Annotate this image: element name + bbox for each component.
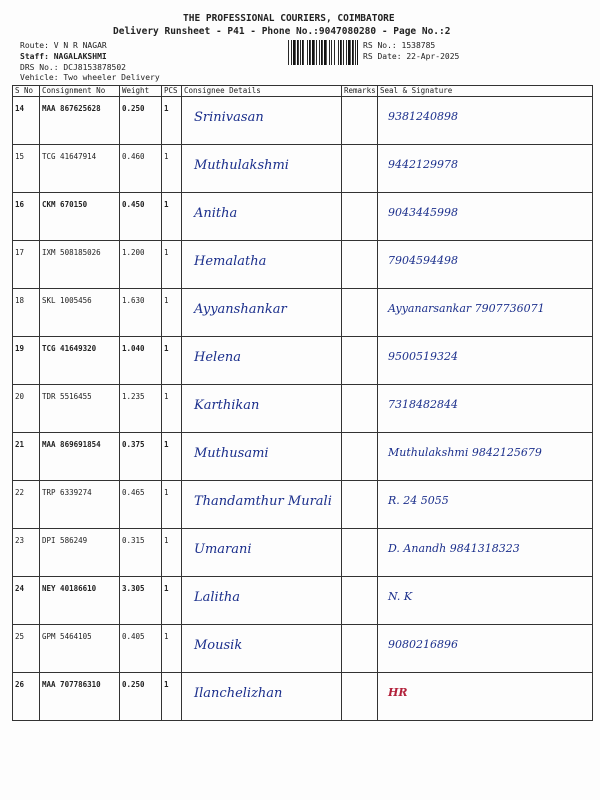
cell-cons: MAA 869691854 xyxy=(40,433,120,481)
table-row xyxy=(13,433,593,481)
cell-remarks xyxy=(342,97,378,145)
cell-remarks xyxy=(342,337,378,385)
cell-signature xyxy=(378,625,593,673)
company-title: THE PROFESSIONAL COURIERS, COIMBATORE xyxy=(183,13,395,24)
cell-remarks xyxy=(342,673,378,721)
cell-sno: 21 xyxy=(13,433,40,481)
table-row xyxy=(13,529,593,577)
cell-sno: 23 xyxy=(13,529,40,577)
cell-cons: DPI 586249 xyxy=(40,529,120,577)
cell-sno: 22 xyxy=(13,481,40,529)
consignee-name: Helena xyxy=(194,350,242,365)
signature-text: 7318482844 xyxy=(388,398,458,411)
cell-remarks xyxy=(342,481,378,529)
cell-weight: 1.630 xyxy=(120,289,162,337)
cell-consignee xyxy=(182,337,342,385)
consignee-name: Muthusami xyxy=(194,446,269,461)
cell-remarks xyxy=(342,577,378,625)
column-header: Consignment No xyxy=(40,86,120,97)
cell-sno: 18 xyxy=(13,289,40,337)
cell-signature xyxy=(378,529,593,577)
cell-remarks xyxy=(342,241,378,289)
column-header: Weight xyxy=(120,86,162,97)
signature-text: D. Anandh 9841318323 xyxy=(388,542,520,555)
cell-pcs: 1 xyxy=(162,433,182,481)
cell-cons: GPM 5464105 xyxy=(40,625,120,673)
cell-weight: 0.375 xyxy=(120,433,162,481)
cell-consignee xyxy=(182,193,342,241)
cell-consignee xyxy=(182,481,342,529)
consignee-name: Hemalatha xyxy=(194,254,267,269)
cell-sno: 24 xyxy=(13,577,40,625)
signature-text: R. 24 5055 xyxy=(388,494,449,507)
cell-weight: 1.235 xyxy=(120,385,162,433)
vehicle-label: Vehicle: Two wheeler Delivery xyxy=(20,73,160,82)
cell-cons: TDR 5516455 xyxy=(40,385,120,433)
cell-pcs: 1 xyxy=(162,673,182,721)
cell-remarks xyxy=(342,385,378,433)
table-row xyxy=(13,625,593,673)
cell-signature xyxy=(378,97,593,145)
cell-signature xyxy=(378,577,593,625)
cell-consignee xyxy=(182,625,342,673)
cell-pcs: 1 xyxy=(162,577,182,625)
rs-date-label: RS Date: 22-Apr-2025 xyxy=(363,52,460,61)
signature-text: 9043445998 xyxy=(388,206,458,219)
cell-pcs: 1 xyxy=(162,193,182,241)
cell-signature xyxy=(378,481,593,529)
cell-remarks xyxy=(342,145,378,193)
cell-consignee xyxy=(182,385,342,433)
signature-text: Ayyanarsankar 7907736071 xyxy=(388,302,545,315)
cell-cons: MAA 707786310 xyxy=(40,673,120,721)
cell-cons: CKM 670150 xyxy=(40,193,120,241)
table-row xyxy=(13,481,593,529)
cell-weight: 0.250 xyxy=(120,97,162,145)
cell-weight: 1.040 xyxy=(120,337,162,385)
consignee-name: Srinivasan xyxy=(194,110,264,125)
signature-text: Muthulakshmi 9842125679 xyxy=(388,446,542,459)
consignee-name: Karthikan xyxy=(194,398,260,413)
cell-remarks xyxy=(342,289,378,337)
consignee-name: Lalitha xyxy=(194,590,241,605)
cell-remarks xyxy=(342,529,378,577)
cell-weight: 0.460 xyxy=(120,145,162,193)
cell-weight: 0.450 xyxy=(120,193,162,241)
cell-pcs: 1 xyxy=(162,625,182,673)
cell-pcs: 1 xyxy=(162,337,182,385)
table-row xyxy=(13,577,593,625)
barcode-icon xyxy=(288,40,358,65)
cell-weight: 0.465 xyxy=(120,481,162,529)
cell-signature xyxy=(378,337,593,385)
cell-cons: TRP 6339274 xyxy=(40,481,120,529)
cell-sno: 14 xyxy=(13,97,40,145)
cell-pcs: 1 xyxy=(162,241,182,289)
route-label: Route: V N R NAGAR xyxy=(20,41,107,50)
cell-sno: 26 xyxy=(13,673,40,721)
consignee-name: Umarani xyxy=(194,542,252,557)
table-row xyxy=(13,289,593,337)
runsheet-table xyxy=(12,85,592,721)
cell-cons: TCG 41647914 xyxy=(40,145,120,193)
cell-sno: 16 xyxy=(13,193,40,241)
cell-cons: TCG 41649320 xyxy=(40,337,120,385)
cell-sno: 25 xyxy=(13,625,40,673)
cell-consignee xyxy=(182,241,342,289)
cell-sno: 15 xyxy=(13,145,40,193)
table-header xyxy=(13,86,593,97)
drs-label: DRS No.: DCJ8153878502 xyxy=(20,63,126,72)
consignee-name: Ayyanshankar xyxy=(194,302,287,317)
column-header: Seal & Signature xyxy=(378,86,593,97)
table-row xyxy=(13,673,593,721)
table-row xyxy=(13,193,593,241)
cell-pcs: 1 xyxy=(162,385,182,433)
table-row xyxy=(13,241,593,289)
column-header: PCS xyxy=(162,86,182,97)
consignee-name: Mousik xyxy=(194,638,243,653)
signature-text: HR xyxy=(388,686,408,699)
cell-consignee xyxy=(182,97,342,145)
cell-consignee xyxy=(182,145,342,193)
cell-signature xyxy=(378,433,593,481)
cell-signature xyxy=(378,673,593,721)
cell-remarks xyxy=(342,193,378,241)
cell-cons: SKL 1005456 xyxy=(40,289,120,337)
cell-weight: 0.315 xyxy=(120,529,162,577)
cell-pcs: 1 xyxy=(162,97,182,145)
signature-text: 9381240898 xyxy=(388,110,458,123)
runsheet-title: Delivery Runsheet - P41 - Phone No.:9047080280 - Page No.:2 xyxy=(113,26,451,37)
staff-label: Staff: NAGALAKSHMI xyxy=(20,52,107,61)
cell-pcs: 1 xyxy=(162,529,182,577)
signature-text: 9080216896 xyxy=(388,638,458,651)
cell-cons: IXM 508185026 xyxy=(40,241,120,289)
cell-signature xyxy=(378,241,593,289)
cell-signature xyxy=(378,385,593,433)
cell-consignee xyxy=(182,577,342,625)
cell-remarks xyxy=(342,433,378,481)
cell-consignee xyxy=(182,433,342,481)
cell-weight: 0.405 xyxy=(120,625,162,673)
cell-signature xyxy=(378,289,593,337)
cell-pcs: 1 xyxy=(162,289,182,337)
cell-weight: 3.305 xyxy=(120,577,162,625)
column-header: S No xyxy=(13,86,40,97)
signature-text: 9442129978 xyxy=(388,158,458,171)
consignee-name: Thandamthur Murali xyxy=(194,494,332,509)
consignee-name: Muthulakshmi xyxy=(194,158,289,173)
cell-cons: NEY 40186610 xyxy=(40,577,120,625)
cell-pcs: 1 xyxy=(162,145,182,193)
cell-signature xyxy=(378,193,593,241)
signature-text: 9500519324 xyxy=(388,350,458,363)
cell-weight: 0.250 xyxy=(120,673,162,721)
cell-consignee xyxy=(182,529,342,577)
table-row xyxy=(13,97,593,145)
table-row xyxy=(13,337,593,385)
cell-remarks xyxy=(342,625,378,673)
cell-cons: MAA 867625628 xyxy=(40,97,120,145)
cell-sno: 19 xyxy=(13,337,40,385)
consignee-name: Ilanchelizhan xyxy=(194,686,283,701)
cell-sno: 17 xyxy=(13,241,40,289)
consignee-name: Anitha xyxy=(194,206,238,221)
cell-signature xyxy=(378,145,593,193)
signature-text: N. K xyxy=(388,590,413,603)
column-header: Consignee Details xyxy=(182,86,342,97)
rs-no-label: RS No.: 1538785 xyxy=(363,41,436,50)
signature-text: 7904594498 xyxy=(388,254,458,267)
cell-consignee xyxy=(182,289,342,337)
column-header: Remarks xyxy=(342,86,378,97)
table-row xyxy=(13,385,593,433)
cell-consignee xyxy=(182,673,342,721)
cell-sno: 20 xyxy=(13,385,40,433)
cell-pcs: 1 xyxy=(162,481,182,529)
cell-weight: 1.200 xyxy=(120,241,162,289)
table-row xyxy=(13,145,593,193)
